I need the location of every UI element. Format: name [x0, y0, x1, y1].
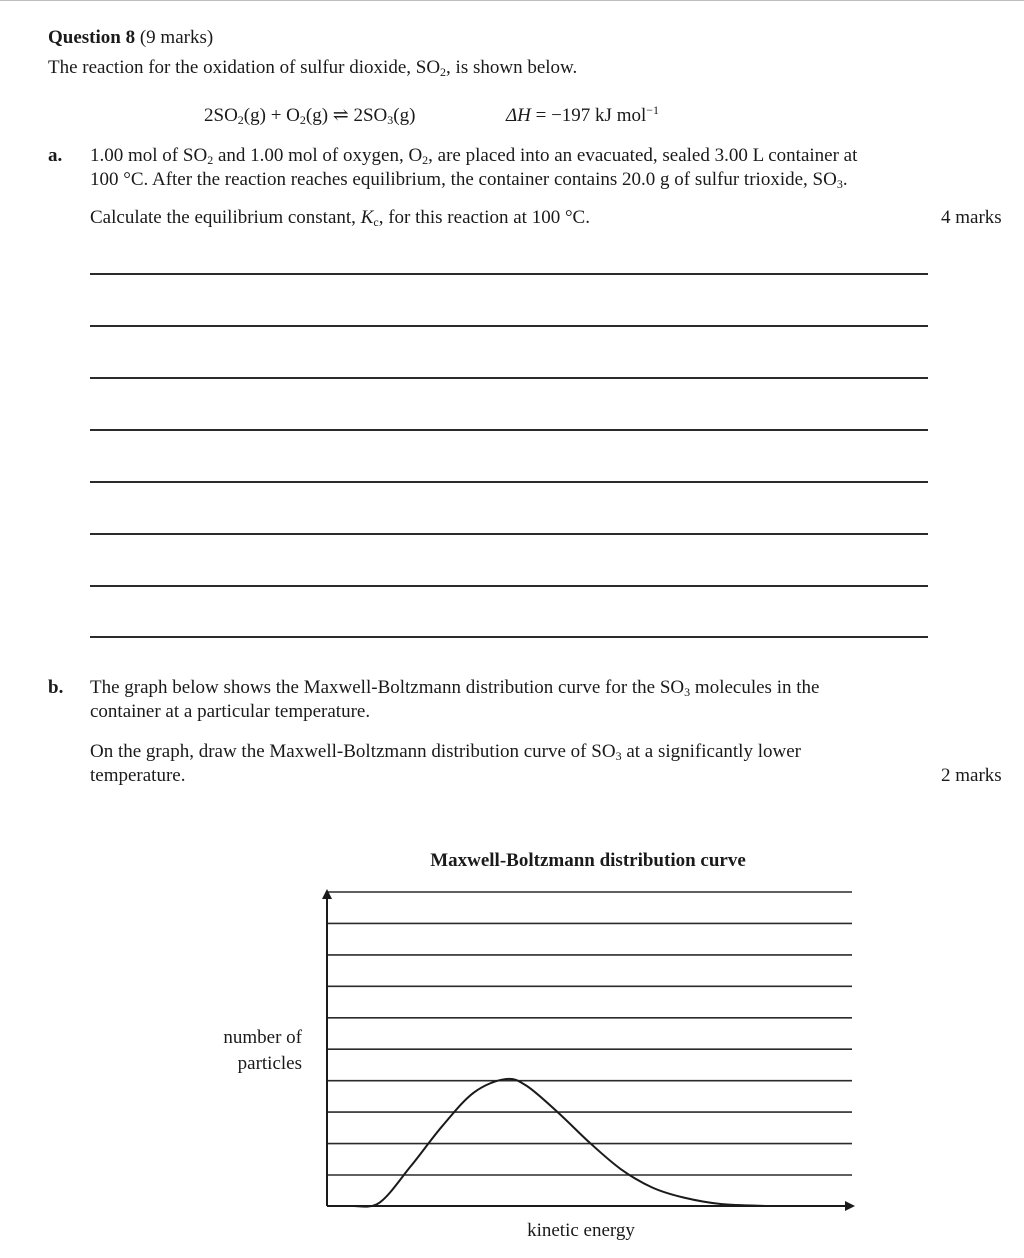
eq-sub: 2 [299, 113, 306, 127]
eq-sub: 3 [387, 113, 394, 127]
part-a-label: a. [48, 145, 63, 166]
subscript: 2 [422, 153, 429, 167]
eq-part: 2SO [204, 105, 238, 126]
y-axis-label: number of [223, 1027, 302, 1048]
chart-curves [353, 1079, 768, 1207]
text: and 1.00 mol of oxygen, O [213, 145, 423, 166]
eq-part: 2SO [348, 105, 388, 126]
text: molecules in the [690, 677, 820, 698]
eq-part: (g) + O [243, 105, 300, 126]
text: Calculate the equilibrium constant, [90, 207, 361, 228]
delta-h-exponent: −1 [646, 103, 660, 117]
chart-grid [327, 892, 852, 1175]
delta-h-symbol: ΔH [506, 105, 531, 126]
eq-sub: 2 [237, 113, 244, 127]
chart-labels [223, 850, 745, 1241]
subscript: 3 [836, 177, 843, 191]
part-b-label: b. [48, 677, 64, 698]
text: , are placed into an evacuated, sealed 3.00 L container at [428, 145, 858, 166]
part-b-instruction2: temperature. [90, 765, 186, 786]
distribution-curve [353, 1079, 768, 1207]
part-b-line2: container at a particular temperature. [90, 701, 371, 722]
x-axis-label: kinetic energy [527, 1220, 635, 1241]
text: . [842, 169, 848, 190]
subscript: 2 [207, 153, 214, 167]
part-a-marks: 4 marks [941, 207, 1002, 228]
delta-h-value: = −197 kJ mol [530, 105, 647, 126]
text: at a significantly lower [621, 741, 801, 762]
chart-title: Maxwell-Boltzmann distribution curve [430, 850, 746, 871]
eq-part: (g) [305, 105, 333, 126]
equilibrium-arrow: ⇌ [332, 105, 349, 126]
intro-text-end: , is shown below. [446, 57, 578, 78]
question-marks: (9 marks) [139, 27, 214, 48]
kc-symbol: K [360, 207, 374, 228]
part-b-marks: 2 marks [941, 765, 1002, 786]
text: 1.00 mol of SO [90, 145, 208, 166]
text: On the graph, draw the Maxwell-Boltzmann distribution curve of SO [90, 741, 616, 762]
text: , for this reaction at 100 °C. [378, 207, 590, 228]
subscript: 3 [684, 685, 691, 699]
intro-text: The reaction for the oxidation of sulfur dioxide, SO [48, 57, 441, 78]
subscript: c [373, 215, 379, 229]
question-number: Question 8 [48, 27, 136, 48]
text: The graph below shows the Maxwell-Boltzmann distribution curve for the SO [90, 677, 685, 698]
subscript: 3 [615, 749, 622, 763]
intro-subscript: 2 [440, 65, 447, 79]
eq-part: (g) [393, 105, 416, 126]
text: 100 °C. After the reaction reaches equilibrium, the container contains 20.0 g of sulfur trioxide, SO [90, 169, 837, 190]
y-axis-label: particles [237, 1053, 302, 1074]
